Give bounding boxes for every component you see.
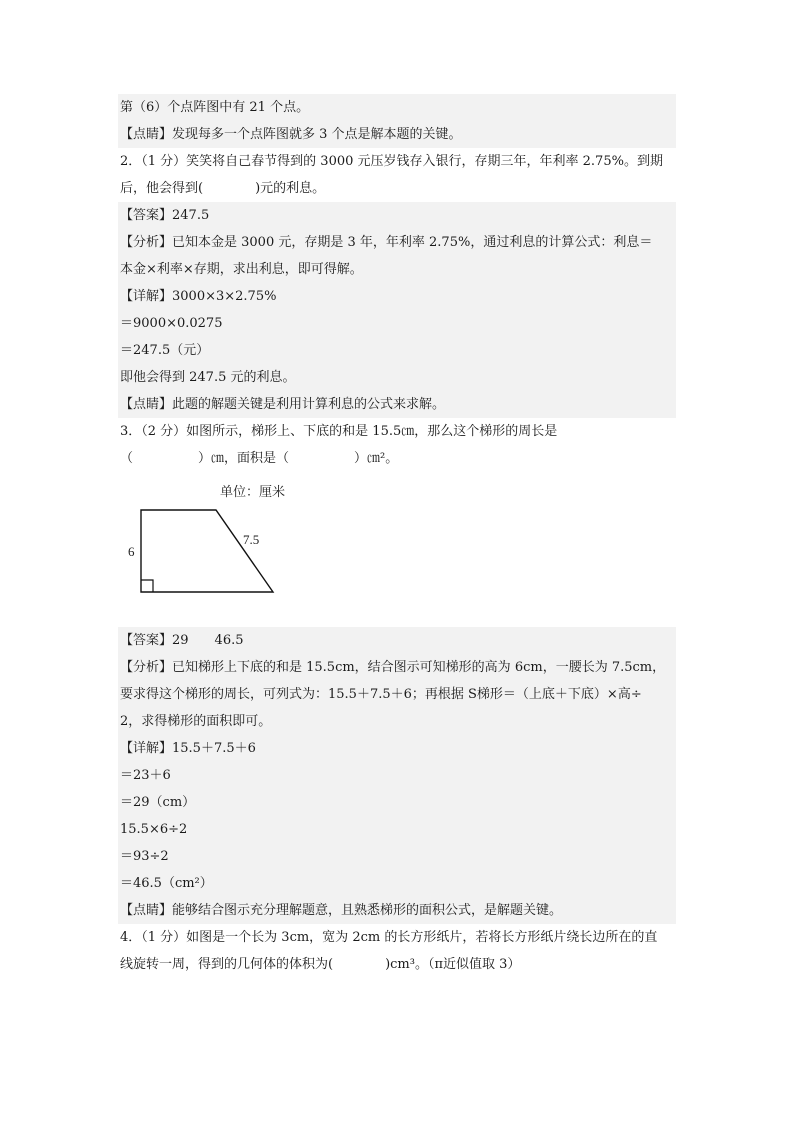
document-body xyxy=(118,94,676,978)
text-block-after-figure xyxy=(118,627,676,978)
text-line: 第（6）个点阵图中有 21 个点。 xyxy=(118,94,676,121)
text-line: 【答案】29 46.5 xyxy=(118,627,676,654)
right-angle-marker xyxy=(141,580,153,592)
text-line: 后，他会得到( )元的利息。 xyxy=(120,181,326,196)
trapezoid-figure xyxy=(118,472,676,627)
trapezoid-shape xyxy=(141,510,273,592)
text-line: ＝46.5（cm²） xyxy=(118,870,676,897)
trapezoid-diagram xyxy=(118,472,358,627)
text-line: 2，求得梯形的面积即可。 xyxy=(118,708,676,735)
text-line: （ ）㎝，面积是（ ）㎝²。 xyxy=(120,451,399,466)
unit-label: 单位：厘米 xyxy=(220,484,286,499)
text-line: 4．（1 分）如图是一个长为 3cm，宽为 2cm 的长方形纸片，若将长方形纸片绕长边所在的直 xyxy=(120,930,658,945)
text-line: 【点睛】能够结合图示充分理解题意，且熟悉梯形的面积公式，是解题关键。 xyxy=(118,897,676,924)
text-line: ＝29（cm） xyxy=(118,789,676,816)
text-line: ＝9000×0.0275 xyxy=(118,310,676,337)
text-line: 即他会得到 247.5 元的利息。 xyxy=(118,364,676,391)
text-line: ＝247.5（元） xyxy=(118,337,676,364)
text-line: ＝23＋6 xyxy=(118,762,676,789)
text-line: 【答案】247.5 xyxy=(118,202,676,229)
text-line: 本金×利率×存期，求出利息，即可得解。 xyxy=(118,256,676,283)
text-line: 2．（1 分）笑笑将自己春节得到的 3000 元压岁钱存入银行，存期三年，年利率 2.75%。到期 xyxy=(120,154,663,169)
text-line: 15.5×6÷2 xyxy=(118,816,676,843)
text-line: 【分析】已知梯形上下底的和是 15.5cm，结合图示可知梯形的高为 6cm，一腰长为 7.5cm， xyxy=(118,654,676,681)
text-line: 【详解】3000×3×2.75% xyxy=(118,283,676,310)
text-line: 【分析】已知本金是 3000 元，存期是 3 年，年利率 2.75%，通过利息的计算公式：利息＝ xyxy=(118,229,676,256)
text-line: 线旋转一周，得到的几何体的体积为( )cm³。（π近似值取 3） xyxy=(120,957,521,972)
text-line: 要求得这个梯形的周长，可列式为：15.5＋7.5＋6；再根据 S梯形＝（上底＋下底）×高÷ xyxy=(118,681,676,708)
text-line: 3．（2 分）如图所示，梯形上、下底的和是 15.5㎝，那么这个梯形的周长是 xyxy=(120,424,558,439)
text-block-before-figure xyxy=(118,94,676,472)
height-label: 6 xyxy=(128,544,135,559)
text-line: ＝93÷2 xyxy=(118,843,676,870)
text-line: 【点睛】此题的解题关键是利用计算利息的公式来求解。 xyxy=(118,391,676,418)
text-line: 【点睛】发现每多一个点阵图就多 3 个点是解本题的关键。 xyxy=(118,121,676,148)
slant-side-label: 7.5 xyxy=(243,532,260,547)
text-line: 【详解】15.5＋7.5＋6 xyxy=(118,735,676,762)
